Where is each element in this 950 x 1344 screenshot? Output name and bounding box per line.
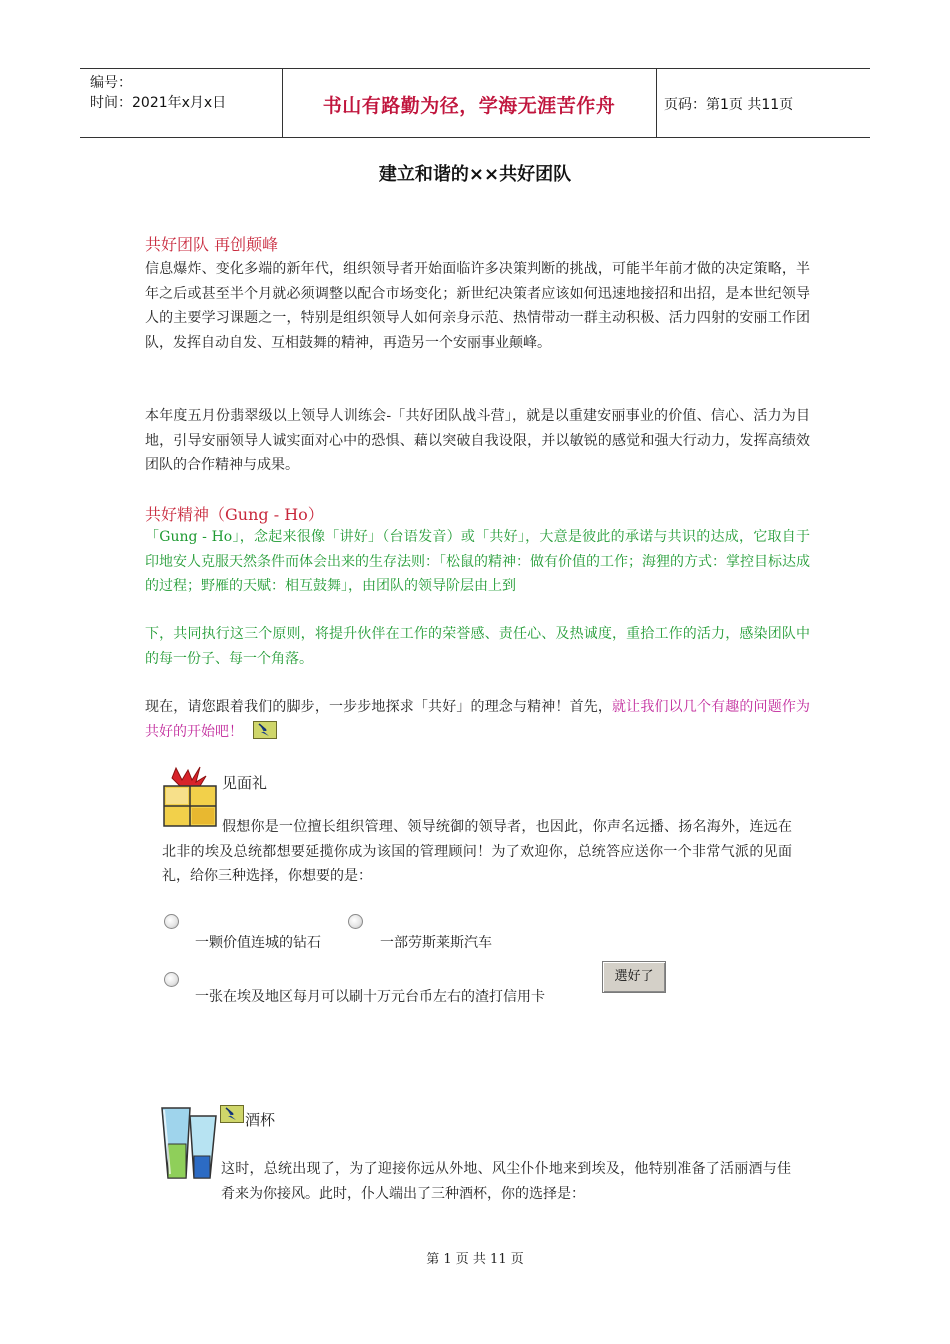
intro-paragraph: 信息爆炸、变化多端的新年代，组织领导者开始面临许多决策判断的挑战，可能半年前才做的决定策略，半年之后或甚至半个月就必须调整以配合市场变化；新世纪决策者应该如何迅速地接招和出招，是本世纪领导人的主要学习课题之一，特别是组织领导人如何亲身示范、热情带动一群主动积极、活力四射的安丽工作团队，发挥自动自发、互相鼓舞的精神，再造另一个安丽事业颠峰。: [145, 261, 810, 351]
radio-diamond[interactable]: [164, 914, 179, 929]
header-meta: [90, 73, 226, 113]
section-heading-gungho: 共好精神（Gung - Ho）: [145, 505, 324, 524]
arrow-button-icon[interactable]: [253, 721, 277, 739]
option-diamond: 一颗价值连城的钻石: [195, 935, 321, 951]
gift-label: 见面礼: [222, 774, 268, 792]
option-car: 一部劳斯莱斯汽车: [380, 935, 492, 951]
header-motto: 书山有路勤为径，学海无涯苦作舟: [322, 95, 616, 117]
time-label: 时间：2021年x月x日: [90, 95, 227, 111]
invite-text: 现在，请您跟着我们的脚步，一步步地探求「共好」的理念与精神！首先，: [145, 699, 613, 715]
wine-glasses-icon: [160, 1104, 220, 1182]
number-label: 编号：: [90, 75, 132, 91]
gift-question: 假想你是一位擅长组织管理、领导统御的领导者，也因此，你声名远播、扬名海外，连远在北非的埃及总统都想要延揽你成为该国的管理顾问！为了欢迎你，总统答应送你一个非常气派的见面礼，给你三种选择，你想要的是：: [162, 819, 792, 884]
document-header: [80, 68, 870, 138]
header-divider: [656, 69, 657, 137]
option-credit-card: 一张在埃及地区每月可以刷十万元台币左右的渣打信用卡: [195, 989, 545, 1005]
wine-label: 酒杯: [245, 1111, 276, 1129]
submit-choice-button[interactable]: 選好了: [602, 961, 666, 993]
gungho-paragraph: 「Gung - Ho」，念起来很像「讲好」（台语发音）或「共好」，大意是彼此的承诺与共识的达成，它取自于印地安人克服天然条件而体会出来的生存法则：「松鼠的精神：做有价值的工作；海狸的方式：掌控目标达成的过程；野雁的天赋：相互鼓舞」，由团队的领导阶层由上到: [145, 529, 810, 594]
section-heading-team: 共好团队 再创颠峰: [145, 235, 279, 254]
arrow-button-icon[interactable]: [220, 1105, 244, 1123]
page-footer: 第 1 页 共 11 页: [426, 1252, 524, 1267]
radio-car[interactable]: [348, 914, 363, 929]
wine-question: 这时，总统出现了，为了迎接你远从外地、风尘仆仆地来到埃及，他特别准备了活丽酒与佳肴来为你接风。此时，仆人端出了三种酒杯，你的选择是：: [221, 1161, 791, 1202]
training-paragraph: 本年度五月份翡翠级以上领导人训练会-「共好团队战斗营」，就是以重建安丽事业的价值、信心、活力为目地，引导安丽领导人诚实面对心中的恐惧、藉以突破自我设限，并以敏锐的感觉和强大行动力，发挥高绩效团队的合作精神与成果。: [145, 408, 810, 473]
gungho-paragraph-cont: 下，共同执行这三个原则，将提升伙伴在工作的荣誉感、责任心、及热诚度，重拾工作的活力，感染团队中的每一份子、每一个角落。: [145, 626, 810, 667]
page-title: 建立和谐的××共好团队: [378, 164, 572, 185]
page-info: 页码：第1页 共11页: [664, 97, 794, 113]
radio-credit-card[interactable]: [164, 972, 179, 987]
start-link[interactable]: 就让我们以几个有趣的问题作为共好的开始吧！: [145, 699, 811, 740]
invite-paragraph: [145, 695, 810, 744]
